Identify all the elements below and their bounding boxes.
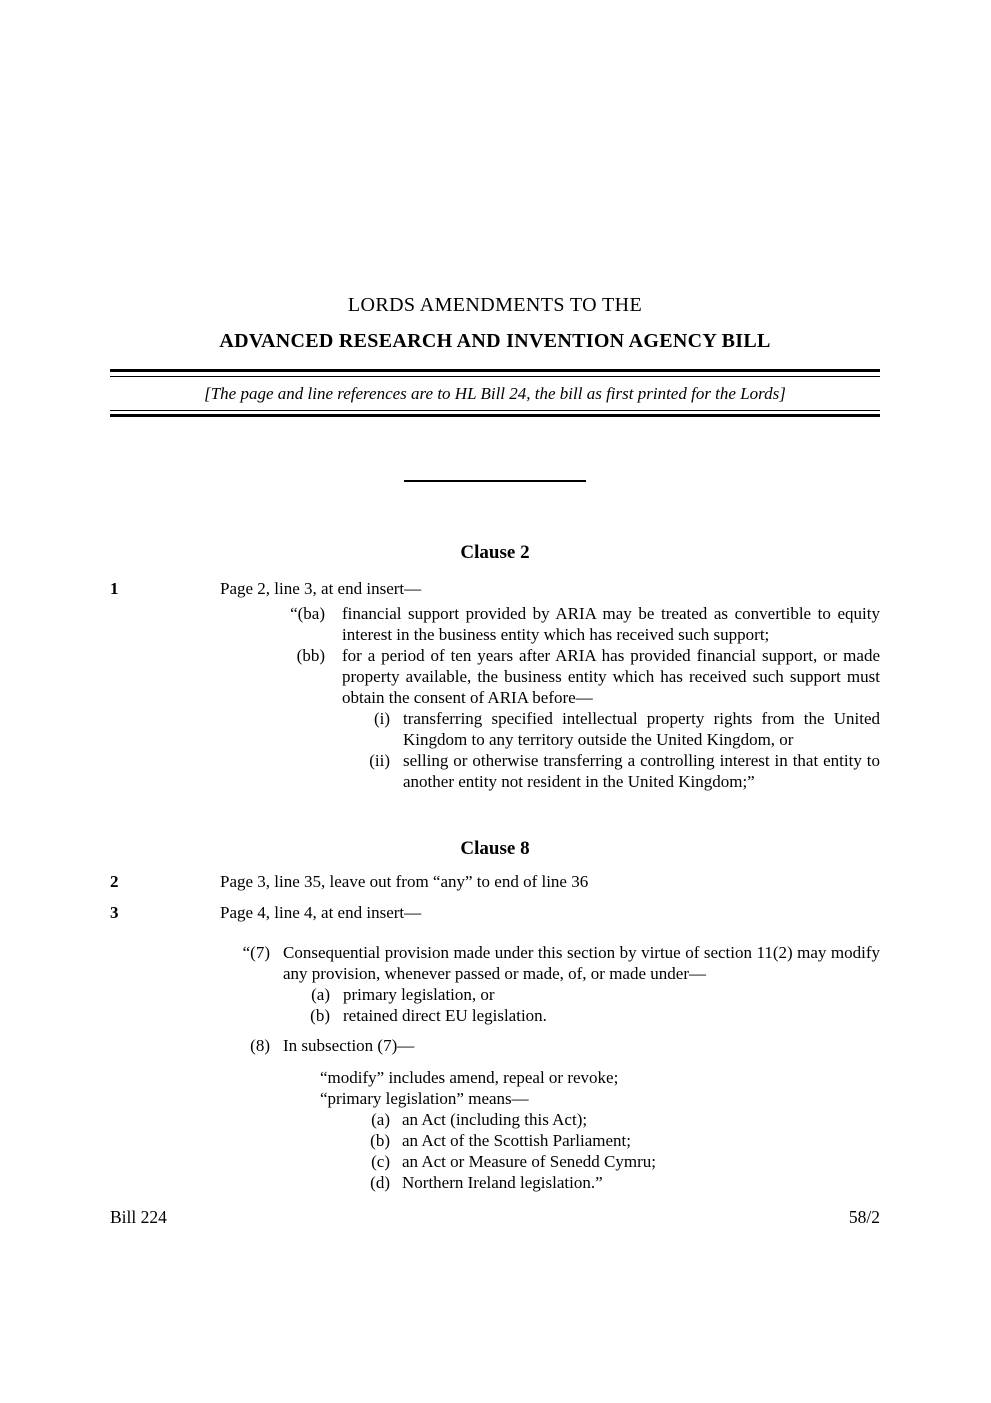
provision-7-text: Consequential provision made under this section by virtue of section 11(2) may modify any provision, whenever passed or made, of, or made under— — [283, 943, 880, 983]
provision-def-b-label: (b) — [370, 1131, 390, 1150]
double-rule-bottom — [110, 410, 880, 417]
provision-def-b-text: an Act of the Scottish Parliament; — [402, 1131, 631, 1150]
provision-def-c-text: an Act or Measure of Senedd Cymru; — [402, 1152, 656, 1171]
provision-def-d-text: Northern Ireland legislation.” — [402, 1173, 603, 1192]
provision-ba-label: “(ba) — [290, 604, 325, 623]
provision-bb-text: for a period of ten years after ARIA has provided financial support, or made property available, the business entity which has received such support must obtain the consent of ARIA before— — [342, 646, 880, 707]
provision-ba-text: financial support provided by ARIA may be treated as convertible to equity interest in the business entity which has received such support; — [342, 604, 880, 644]
provision-i-text: transferring specified intellectual property rights from the United Kingdom to any territory outside the United Kingdom, or — [403, 709, 880, 749]
document-supertitle: LORDS AMENDMENTS TO THE — [347, 294, 643, 316]
amendment-2-number: 2 — [110, 872, 119, 891]
amendment-3-number: 3 — [110, 903, 119, 922]
amendment-2-instruction: Page 3, line 35, leave out from “any” to end of line 36 — [220, 872, 589, 891]
provision-7 — [225, 942, 880, 984]
page-footer — [110, 1207, 880, 1228]
provision-8-text: In subsection (7)— — [283, 1036, 415, 1055]
rule-thin-line — [110, 410, 880, 411]
provision-def-a-text: an Act (including this Act); — [402, 1110, 588, 1129]
provision-7-label: “(7) — [242, 943, 270, 962]
bill-number: Bill 224 — [110, 1207, 167, 1227]
provision-bb — [265, 645, 880, 708]
provision-8-label: (8) — [250, 1036, 270, 1055]
provision-def-a-label: (a) — [371, 1110, 390, 1129]
provision-def-d — [340, 1172, 880, 1193]
provision-def-b — [340, 1130, 880, 1151]
amendment-3-instruction: Page 4, line 4, at end insert— — [220, 903, 422, 922]
provision-def-a — [340, 1109, 880, 1130]
provision-ba — [265, 603, 880, 645]
provision-i — [340, 708, 880, 750]
amendment-3 — [110, 902, 880, 1193]
provision-7b-label: (b) — [310, 1006, 330, 1025]
amendment-1-body — [220, 578, 880, 792]
double-rule-top — [110, 369, 880, 377]
section-divider — [404, 480, 586, 482]
provision-8 — [225, 1035, 880, 1056]
rule-thick-line — [110, 414, 880, 417]
provision-7b-text: retained direct EU legislation. — [343, 1006, 547, 1025]
rule-thick-line — [110, 369, 880, 372]
reference-note — [110, 369, 880, 417]
provision-ii — [340, 750, 880, 792]
provision-ii-label: (ii) — [369, 751, 390, 770]
provision-7a-label: (a) — [311, 985, 330, 1004]
amendment-2-body — [220, 871, 880, 892]
definition-modify: “modify” includes amend, repeal or revoke; — [320, 1068, 619, 1087]
document-title: ADVANCED RESEARCH AND INVENTION AGENCY BILL — [219, 330, 771, 352]
provision-def-d-label: (d) — [370, 1173, 390, 1192]
amendment-3-body — [220, 902, 880, 1193]
document-header — [110, 294, 880, 352]
definition-primary-legislation: “primary legislation” means— — [320, 1089, 529, 1108]
amendment-2 — [110, 871, 880, 892]
reference-note-text: [The page and line references are to HL Bill 24, the bill as first printed for the Lords] — [204, 384, 786, 403]
provision-7a — [280, 984, 880, 1005]
provision-bb-label: (bb) — [296, 646, 325, 665]
provision-7b — [280, 1005, 880, 1026]
provision-def-c — [340, 1151, 880, 1172]
provision-ii-text: selling or otherwise transferring a controlling interest in that entity to another entity not resident in the United Kingdom;” — [403, 751, 880, 791]
provision-7a-text: primary legislation, or — [343, 985, 495, 1004]
amendment-1-instruction: Page 2, line 3, at end insert— — [220, 579, 422, 598]
amendment-1 — [110, 578, 880, 792]
provision-def-c-label: (c) — [371, 1152, 390, 1171]
clause-heading-2: Clause 2 — [460, 542, 530, 563]
provision-i-label: (i) — [373, 709, 390, 728]
clause-heading-8: Clause 8 — [460, 838, 530, 859]
session-reference: 58/2 — [848, 1207, 880, 1227]
amendment-1-number: 1 — [110, 579, 119, 598]
